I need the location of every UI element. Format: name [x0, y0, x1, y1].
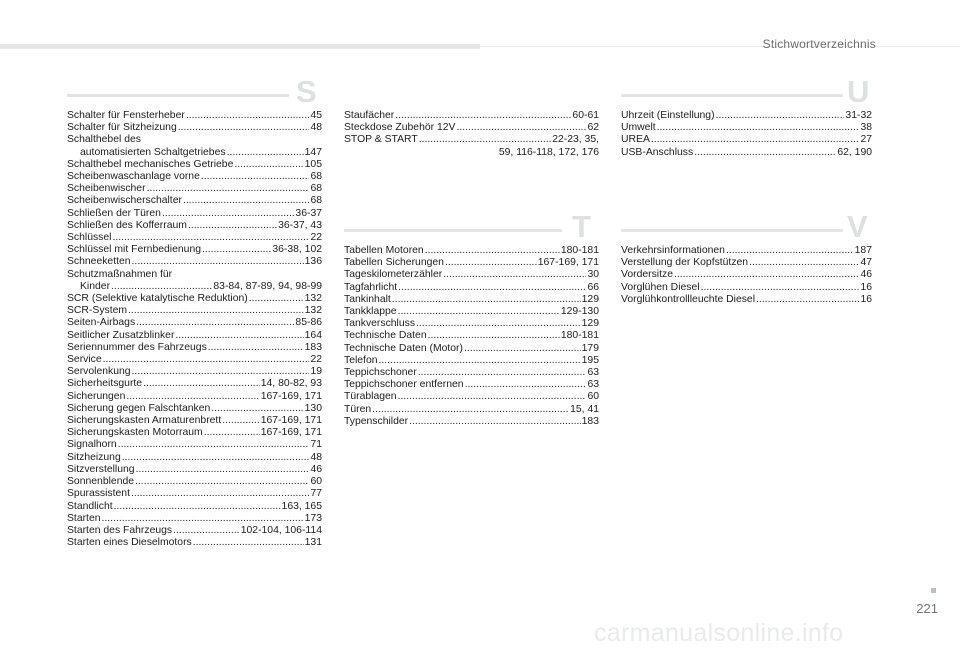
- index-entry: [621, 122, 872, 134]
- entry-pages: 167-169, 171: [537, 257, 599, 269]
- entry-pages: 85-86: [295, 317, 322, 329]
- leader-dots: [749, 257, 859, 269]
- index-entry: [344, 269, 599, 281]
- entry-term: Verkehrsinformationen: [621, 245, 725, 256]
- entry-pages: 14, 80-82, 93: [260, 378, 322, 390]
- entry-pages: 187: [854, 245, 872, 256]
- entry-pages: 167-169, 171: [260, 427, 322, 439]
- leader-dots: [456, 122, 586, 134]
- entry-pages: 36-37: [295, 207, 322, 219]
- index-section-s-continued: [344, 84, 599, 159]
- entry-term: Schließen der Türen: [67, 207, 161, 219]
- leader-dots: [249, 293, 304, 305]
- entry-list-s: [67, 110, 322, 549]
- index-entry: [621, 269, 872, 281]
- leader-dots: [716, 110, 845, 122]
- entry-term: Service: [67, 354, 102, 366]
- entry-term: Schneeketten: [67, 256, 131, 268]
- page-header-title: Stichwortverzeichnis: [762, 37, 876, 51]
- section-rule: [621, 94, 843, 97]
- leader-dots: [222, 415, 260, 427]
- entry-term: Sicherungen: [67, 390, 126, 402]
- index-entry: [621, 294, 872, 306]
- section-header-v: [621, 209, 872, 244]
- index-entry: [67, 281, 322, 293]
- entry-term: Seiten-Airbags: [67, 317, 136, 329]
- entry-pages: 131: [304, 537, 322, 549]
- entry-term: Vorglühen Diesel: [621, 281, 700, 293]
- leader-dots: [186, 110, 310, 122]
- leader-dots: [178, 122, 310, 134]
- entry-pages: 136: [304, 256, 322, 268]
- index-entry: [67, 330, 322, 342]
- section-header-u: [621, 74, 872, 109]
- leader-dots: [102, 513, 304, 525]
- index-entry: [621, 245, 872, 257]
- entry-term: Schlüssel mit Fernbedienung: [67, 244, 201, 256]
- index-entry: [67, 452, 322, 464]
- index-entry: [67, 537, 322, 549]
- leader-dots: [398, 391, 587, 403]
- entry-pages: 102-104, 106-114: [240, 524, 322, 536]
- entry-term: Schalter für Sitzheizung: [67, 122, 177, 134]
- entry-term: Schlüssel: [67, 232, 112, 244]
- entry-term: Sonnenblende: [67, 476, 135, 488]
- entry-pages: 38: [860, 122, 872, 134]
- entry-pages: 163, 165: [281, 500, 322, 512]
- entry-term: Umwelt: [621, 122, 656, 134]
- leader-dots: [208, 342, 304, 354]
- entry-pages: 63: [587, 379, 599, 391]
- header-bar: [0, 44, 480, 49]
- entry-pages: 195: [581, 354, 599, 366]
- leader-dots: [111, 281, 212, 293]
- index-entry: [67, 513, 322, 525]
- entry-pages: 62: [587, 122, 599, 134]
- entry-term: Tabellen Motoren: [344, 245, 424, 256]
- entry-term: Scheibenwaschanlage vorne: [67, 171, 200, 183]
- entry-pages: 36-38, 102: [272, 244, 322, 256]
- leader-dots: [132, 256, 304, 268]
- leader-dots: [464, 343, 581, 355]
- leader-dots: [465, 379, 587, 391]
- entry-pages: 22: [310, 232, 322, 244]
- entry-term: Technische Daten (Motor): [344, 342, 463, 354]
- entry-term: STOP & START: [344, 134, 418, 146]
- index-entry: [67, 110, 322, 122]
- entry-term: Staufächer: [344, 110, 395, 121]
- entry-term: SCR (Selektive katalytische Reduktion): [67, 293, 248, 305]
- index-entry: [67, 501, 322, 513]
- leader-dots: [657, 122, 860, 134]
- leader-dots: [211, 403, 303, 415]
- entry-pages: 77: [310, 488, 322, 500]
- entry-list-t: [344, 245, 599, 428]
- leader-dots: [118, 439, 310, 451]
- entry-pages: 22-23, 35,: [552, 134, 599, 146]
- leader-dots: [428, 330, 560, 342]
- leader-dots: [201, 171, 310, 183]
- entry-pages: 45: [310, 110, 322, 121]
- index-entry: [67, 122, 322, 134]
- entry-term: Sitzheizung: [67, 451, 121, 463]
- section-letter-v: V: [847, 209, 868, 244]
- entry-term: Sicherungskasten Armaturenbrett: [67, 415, 222, 427]
- index-entry: [344, 379, 599, 391]
- entry-pages: 130: [304, 402, 322, 414]
- leader-dots: [694, 147, 836, 159]
- entry-term: UREA: [621, 134, 650, 146]
- section-letter-s: S: [296, 74, 317, 109]
- entry-term: Schalter für Fensterheber: [67, 110, 185, 121]
- leader-dots: [443, 269, 586, 281]
- index-entry: [67, 378, 322, 390]
- entry-pages: 129: [581, 318, 599, 330]
- index-section-u: [621, 74, 872, 159]
- index-entry: [67, 488, 322, 500]
- leader-dots: [126, 391, 259, 403]
- entry-term: SCR-System: [67, 305, 128, 317]
- entry-pages: 129-130: [560, 306, 599, 318]
- entry-term: Signalhorn: [67, 439, 117, 451]
- index-entry: [621, 282, 872, 294]
- index-entry: [344, 257, 599, 269]
- entry-pages: 47: [860, 257, 872, 269]
- index-entry: [67, 232, 322, 244]
- entry-pages: 48: [310, 451, 322, 463]
- index-entry: [67, 415, 322, 427]
- header-line: [480, 46, 960, 47]
- section-rule: [344, 229, 562, 232]
- entry-list-s-continued: [344, 110, 599, 147]
- entry-pages: 183: [581, 415, 599, 427]
- index-entry: [344, 355, 599, 367]
- index-entry: [344, 404, 599, 416]
- entry-pages: 164: [304, 329, 322, 341]
- entry-pages: 31-32: [845, 110, 872, 121]
- entry-term: Teppichschoner entfernen: [344, 379, 464, 391]
- entry-pages: 183: [304, 341, 322, 353]
- index-entry: [67, 220, 322, 232]
- index-entry: [344, 110, 599, 122]
- entry-term: Starten des Fahrzeugs: [67, 524, 173, 536]
- leader-dots: [425, 245, 560, 257]
- index-entry: [344, 294, 599, 306]
- index-entry: Schalthebel des: [67, 134, 141, 146]
- entry-pages: 68: [310, 171, 322, 183]
- leader-dots: [114, 501, 281, 513]
- leader-dots: [135, 476, 309, 488]
- index-section-t: [344, 209, 599, 428]
- index-entry: [344, 416, 599, 428]
- entry-pages: 63: [587, 367, 599, 379]
- entry-pages: 36-37, 43: [278, 219, 322, 231]
- entry-pages: 129: [581, 293, 599, 305]
- index-entry: [621, 257, 872, 269]
- leader-dots: [193, 537, 304, 549]
- index-entry: [67, 183, 322, 195]
- index-entry: [344, 318, 599, 330]
- index-entry: [67, 147, 322, 159]
- index-entry: [344, 367, 599, 379]
- entry-term: Starten eines Dieselmotors: [67, 537, 192, 549]
- entry-pages: 60: [587, 391, 599, 403]
- leader-dots: [132, 366, 310, 378]
- leader-dots: [418, 367, 587, 379]
- entry-term: Vordersitze: [621, 269, 673, 281]
- index-entry: [344, 306, 599, 318]
- leader-dots: [103, 354, 310, 366]
- entry-term: Sicherung gegen Falschtanken: [67, 402, 211, 414]
- index-entry: Schutzmaßnahmen für: [67, 268, 173, 280]
- leader-dots: [143, 378, 260, 390]
- leader-dots: [756, 294, 859, 306]
- leader-dots: [395, 110, 571, 122]
- leader-dots: [392, 294, 581, 306]
- leader-dots: [131, 488, 309, 500]
- entry-pages: 105: [304, 158, 322, 170]
- index-entry: [621, 147, 872, 159]
- leader-dots: [445, 257, 537, 269]
- entry-pages: 16: [860, 293, 872, 305]
- entry-term: Tankverschluss: [344, 318, 416, 330]
- entry-term: Uhrzeit (Einstellung): [621, 110, 715, 121]
- index-entry: [67, 317, 322, 329]
- entry-term: Spurassistent: [67, 488, 130, 500]
- index-entry: [67, 159, 322, 171]
- index-entry: [67, 171, 322, 183]
- entry-term: Starten: [67, 512, 101, 524]
- entry-pages: 62, 190: [837, 146, 872, 158]
- leader-dots: [147, 183, 310, 195]
- leader-dots: [398, 306, 560, 318]
- index-entry: [67, 439, 322, 451]
- entry-continuation: 59, 116-118, 172, 176: [498, 146, 599, 158]
- leader-dots: [372, 404, 569, 416]
- entry-pages: 179: [581, 342, 599, 354]
- index-entry: [67, 256, 322, 268]
- entry-term: Teppichschoner: [344, 367, 417, 379]
- section-letter-u: U: [847, 74, 870, 109]
- entry-pages: 167-169, 171: [260, 415, 322, 427]
- index-section-v: [621, 209, 872, 306]
- index-entry: [67, 427, 322, 439]
- leader-dots: [379, 355, 581, 367]
- leader-dots: [204, 427, 260, 439]
- index-entry: [67, 476, 322, 488]
- entry-term: Steckdose Zubehör 12V: [344, 122, 456, 134]
- entry-term: Sitzverstellung: [67, 463, 135, 475]
- index-section-s: [67, 74, 322, 549]
- section-header-t: [344, 209, 599, 244]
- entry-term: Seitlicher Zusatzblinker: [67, 329, 175, 341]
- entry-term: USB-Anschluss: [621, 146, 694, 158]
- entry-pages: 48: [310, 122, 322, 134]
- leader-dots: [651, 134, 860, 146]
- index-entry: [67, 366, 322, 378]
- entry-term: Standlicht: [67, 500, 113, 512]
- index-entry: [344, 330, 599, 342]
- entry-pages: 15, 41: [570, 403, 599, 415]
- entry-term: Türablagen: [344, 391, 397, 403]
- leader-dots: [726, 245, 854, 257]
- entry-pages: 68: [310, 183, 322, 195]
- entry-pages: 46: [860, 269, 872, 281]
- entry-term: Seriennummer des Fahrzeugs: [67, 341, 207, 353]
- leader-dots: [419, 134, 551, 146]
- entry-pages: 147: [304, 146, 322, 158]
- index-entry: [67, 464, 322, 476]
- entry-pages: 60-61: [572, 110, 599, 121]
- entry-pages: 180-181: [560, 330, 599, 342]
- index-entry: [344, 134, 599, 146]
- index-entry: [621, 134, 872, 146]
- entry-pages: 71: [310, 439, 322, 451]
- entry-pages: 167-169, 171: [260, 390, 322, 402]
- entry-pages: 180-181: [560, 245, 599, 256]
- index-entry: [344, 245, 599, 257]
- entry-pages: 132: [304, 293, 322, 305]
- entry-pages: 83-84, 87-89, 94, 98-99: [213, 280, 322, 292]
- entry-term: Sicherheitsgurte: [67, 378, 143, 390]
- entry-term: Tabellen Sicherungen: [344, 257, 444, 269]
- index-entry: [621, 110, 872, 122]
- entry-term: Tagfahrlicht: [344, 281, 398, 293]
- leader-dots: [136, 464, 310, 476]
- leader-dots: [202, 244, 271, 256]
- entry-term: Telefon: [344, 354, 378, 366]
- entry-pages: 27: [860, 134, 872, 146]
- entry-pages: 132: [304, 305, 322, 317]
- index-entry: [344, 391, 599, 403]
- leader-dots: [234, 159, 303, 171]
- leader-dots: [701, 282, 860, 294]
- watermark: carmanualsonline.info: [594, 619, 844, 647]
- entry-term: Technische Daten: [344, 330, 427, 342]
- entry-pages: 46: [310, 463, 322, 475]
- index-entry: [67, 305, 322, 317]
- index-entry: [67, 525, 322, 537]
- leader-dots: [175, 330, 303, 342]
- entry-term: Schließen des Kofferraum: [67, 219, 187, 231]
- entry-term: Schalthebel mechanisches Getriebe: [67, 158, 234, 170]
- entry-pages: 19: [310, 366, 322, 378]
- entry-pages: 173: [304, 512, 322, 524]
- entry-pages: 22: [310, 354, 322, 366]
- entry-pages: 30: [587, 269, 599, 281]
- leader-dots: [183, 195, 310, 207]
- index-entry: [67, 354, 322, 366]
- entry-term: Tankinhalt: [344, 293, 391, 305]
- index-entry: [67, 342, 322, 354]
- index-entry: [67, 391, 322, 403]
- entry-term: Vorglühkontrollleuchte Diesel: [621, 293, 756, 305]
- entry-term: Tankklappe: [344, 306, 397, 318]
- index-entry: [344, 282, 599, 294]
- leader-dots: [674, 269, 859, 281]
- page-number: 221: [916, 601, 938, 616]
- index-entry: [67, 195, 322, 207]
- page-marker: [931, 588, 936, 593]
- entry-term: Verstellung der Kopfstützen: [621, 257, 749, 269]
- entry-term: Türen: [344, 403, 372, 415]
- entry-pages: 16: [860, 281, 872, 293]
- leader-dots: [398, 282, 586, 294]
- index-entry: [67, 208, 322, 220]
- section-header-s: [67, 74, 322, 109]
- leader-dots: [227, 147, 304, 159]
- entry-term: Kinder: [80, 280, 111, 292]
- entry-pages: 68: [310, 195, 322, 207]
- entry-term: Sicherungskasten Motorraum: [67, 427, 203, 439]
- entry-pages: 66: [587, 281, 599, 293]
- leader-dots: [162, 208, 294, 220]
- entry-pages: 60: [310, 476, 322, 488]
- leader-dots: [112, 232, 309, 244]
- leader-dots: [136, 317, 294, 329]
- index-entry: [67, 293, 322, 305]
- index-entry: [67, 403, 322, 415]
- index-entry: [344, 343, 599, 355]
- entry-term: automatisierten Schaltgetriebes: [80, 146, 226, 158]
- section-rule: [621, 229, 843, 232]
- index-entry: [67, 244, 322, 256]
- entry-list-u: [621, 110, 872, 159]
- entry-term: Typenschilder: [344, 415, 409, 427]
- leader-dots: [188, 220, 277, 232]
- leader-dots: [173, 525, 240, 537]
- leader-dots: [409, 416, 581, 428]
- leader-dots: [416, 318, 581, 330]
- entry-term: Tageskilometerzähler: [344, 269, 443, 281]
- leader-dots: [128, 305, 304, 317]
- entry-term: Scheibenwischerschalter: [67, 195, 182, 207]
- section-rule: [67, 94, 289, 97]
- leader-dots: [122, 452, 310, 464]
- section-letter-t: T: [572, 209, 591, 244]
- index-entry: [344, 122, 599, 134]
- entry-term: Scheibenwischer: [67, 183, 146, 195]
- entry-term: Servolenkung: [67, 366, 131, 378]
- entry-list-v: [621, 245, 872, 306]
